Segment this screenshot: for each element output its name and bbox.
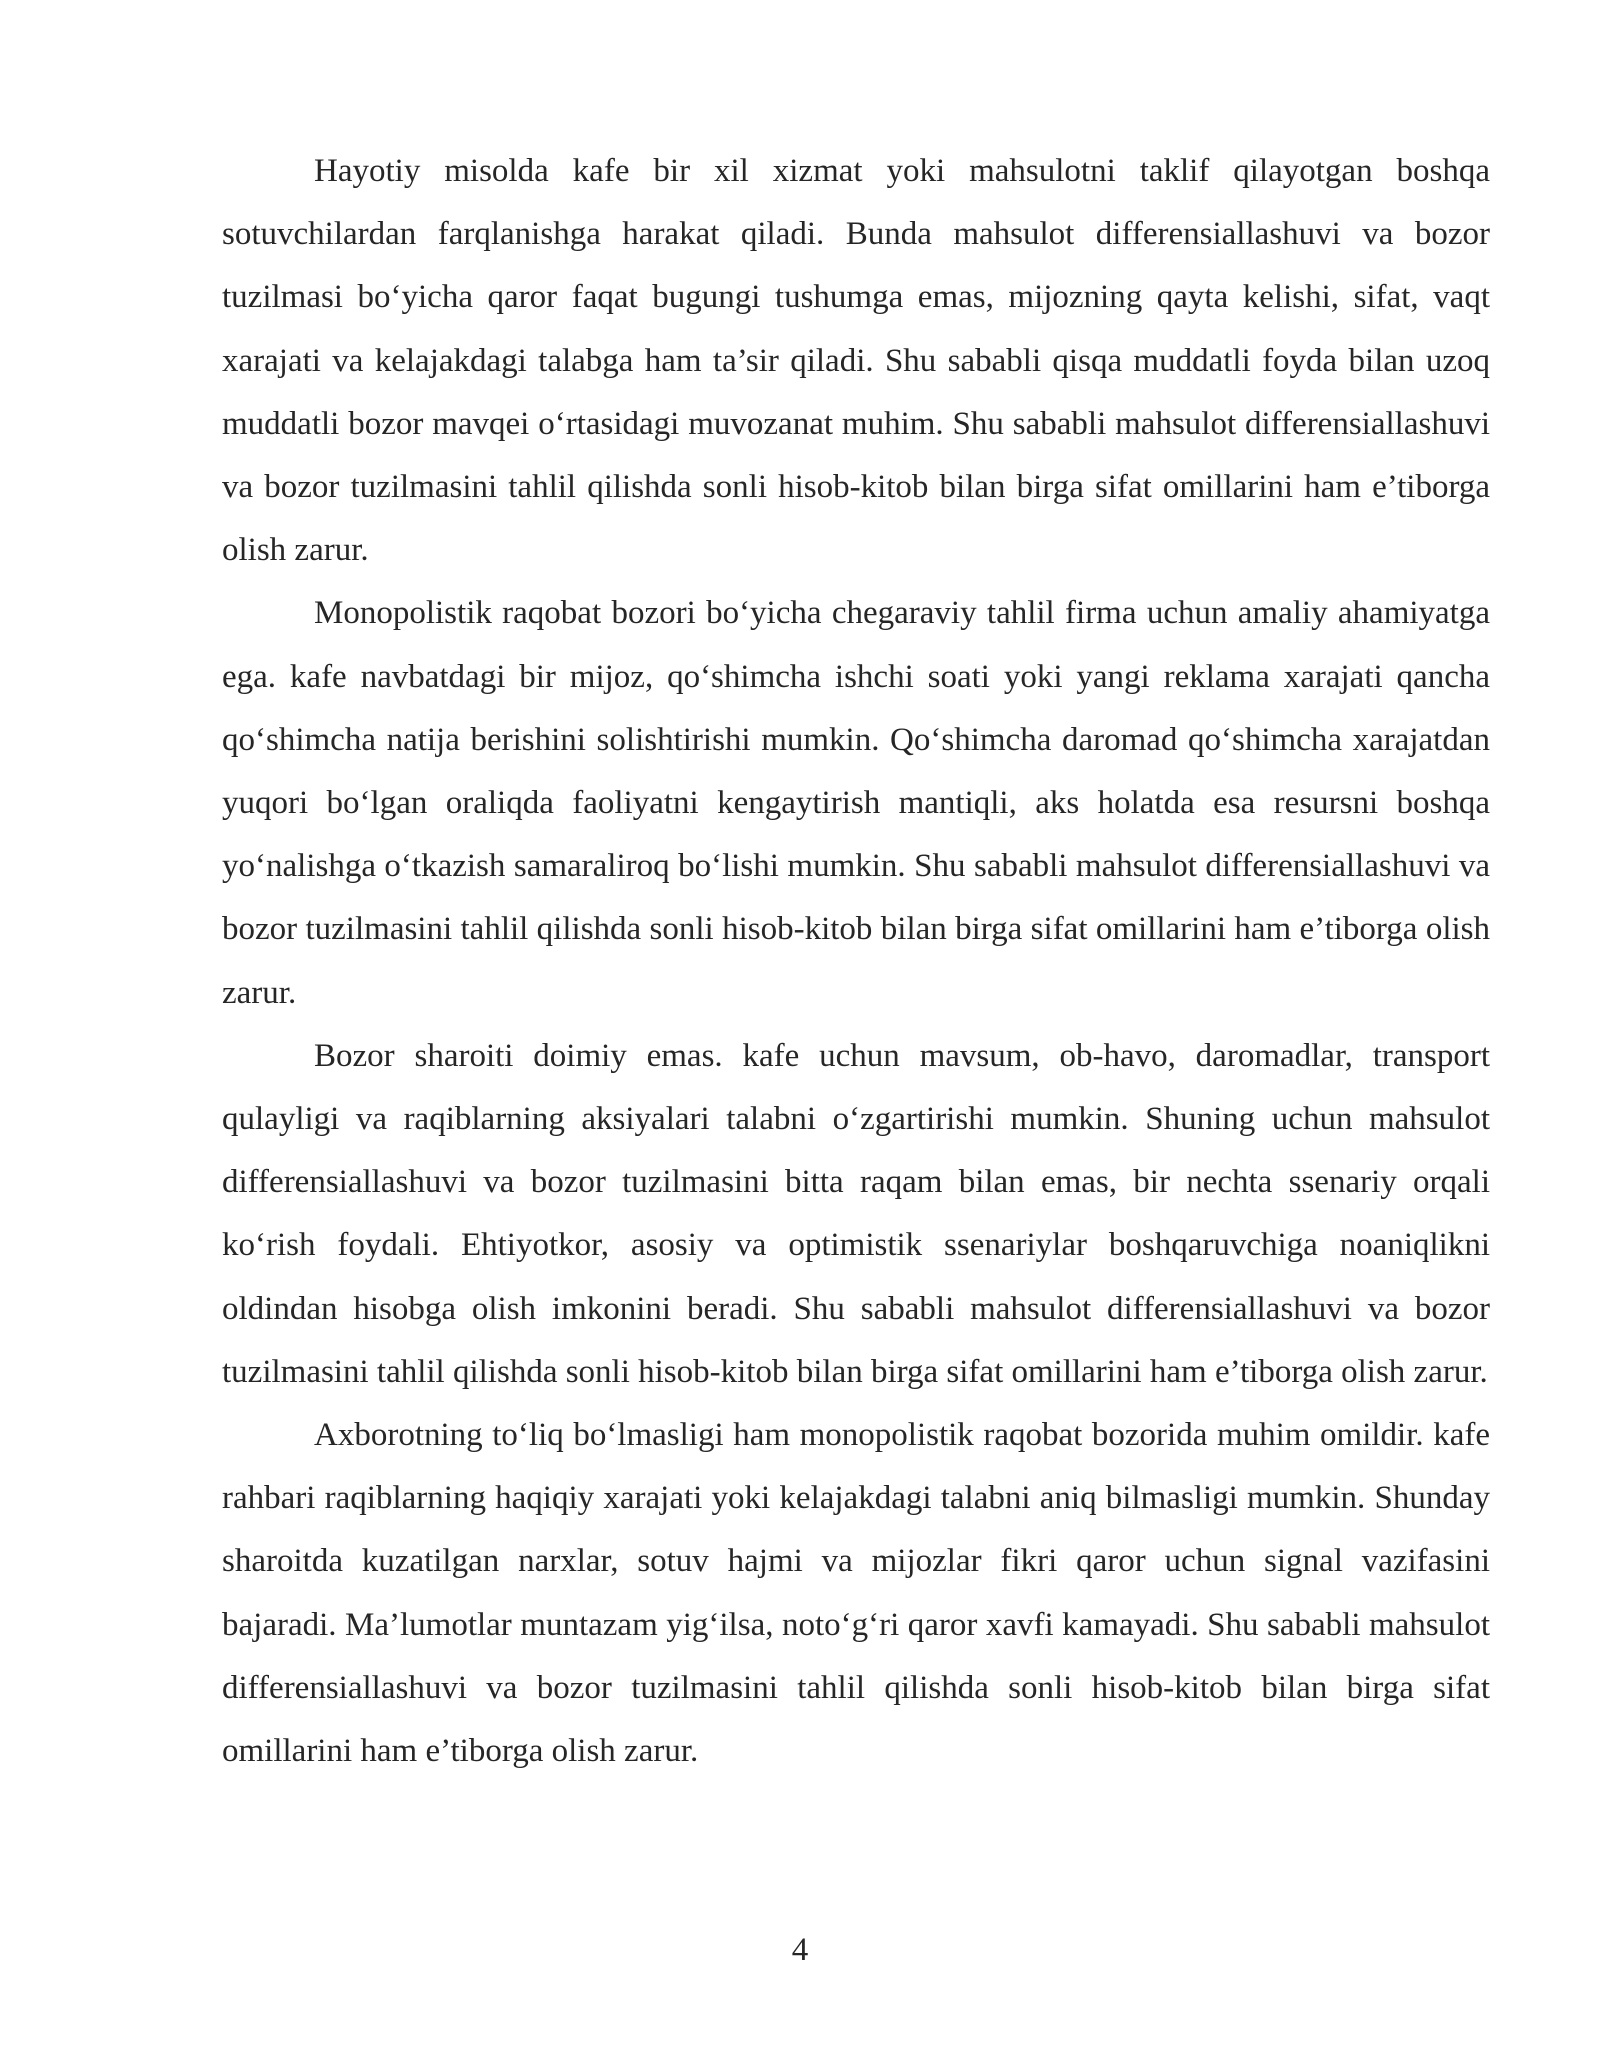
page-number: 4 (791, 1932, 809, 1968)
paragraph: Axborotning to‘liq bo‘lmasligi ham monopolistik raqobat bozorida muhim omildir. kafe rahbari raqiblarning haqiqiy xarajati yoki kelajakdagi talabni aniq bilmasligi mumkin. Shunday sharoitda kuzatilgan narxlar, sotuv hajmi va mijozlar fikri qaror uchun signal vazifasini bajaradi. Ma’lumotlar muntazam yig‘ilsa, noto‘g‘ri qaror xavfi kamayadi. Shu sababli mahsulot differensiallashuvi va bozor tuzilmasini tahlil qilishda sonli hisob-kitob bilan birga sifat omillarini ham e’tiborga olish zarur. (222, 1417, 1490, 1770)
body-text (222, 140, 1490, 1783)
paragraph: Monopolistik raqobat bozori bo‘yicha chegaraviy tahlil firma uchun amaliy ahamiyatga ega. kafe navbatdagi bir mijoz, qo‘shimcha ishchi soati yoki yangi reklama xarajati qancha qo‘shimcha natija berishini solishtirishi mumkin. Qo‘shimcha daromad qo‘shimcha xarajatdan yuqori bo‘lgan oraliqda faoliyatni kengaytirish mantiqli, aks holatda esa resursni boshqa yo‘nalishga o‘tkazish samaraliroq bo‘lishi mumkin. Shu sababli mahsulot differensiallashuvi va bozor tuzilmasini tahlil qilishda sonli hisob-kitob bilan birga sifat omillarini ham e’tiborga olish zarur. (222, 595, 1490, 1011)
paragraph: Bozor sharoiti doimiy emas. kafe uchun mavsum, ob-havo, daromadlar, transport qulayligi va raqiblarning aksiyalari talabni o‘zgartirishi mumkin. Shuning uchun mahsulot differensiallashuvi va bozor tuzilmasini bitta raqam bilan emas, bir nechta ssenariy orqali ko‘rish foydali. Ehtiyotkor, asosiy va optimistik ssenariylar boshqaruvchiga noaniqlikni oldindan hisobga olish imkonini beradi. Shu sababli mahsulot differensiallashuvi va bozor tuzilmasini tahlil qilishda sonli hisob-kitob bilan birga sifat omillarini ham e’tiborga olish zarur. (222, 1037, 1490, 1390)
paragraph: Hayotiy misolda kafe bir xil xizmat yoki mahsulotni taklif qilayotgan boshqa sotuvchilardan farqlanishga harakat qiladi. Bunda mahsulot differensiallashuvi va bozor tuzilmasi bo‘yicha qaror faqat bugungi tushumga emas, mijozning qayta kelishi, sifat, vaqt xarajati va kelajakdagi talabga ham ta’sir qiladi. Shu sababli qisqa muddatli foyda bilan uzoq muddatli bozor mavqei o‘rtasidagi muvozanat muhim. Shu sababli mahsulot differensiallashuvi va bozor tuzilmasini tahlil qilishda sonli hisob-kitob bilan birga sifat omillarini ham e’tiborga olish zarur. (222, 153, 1490, 569)
